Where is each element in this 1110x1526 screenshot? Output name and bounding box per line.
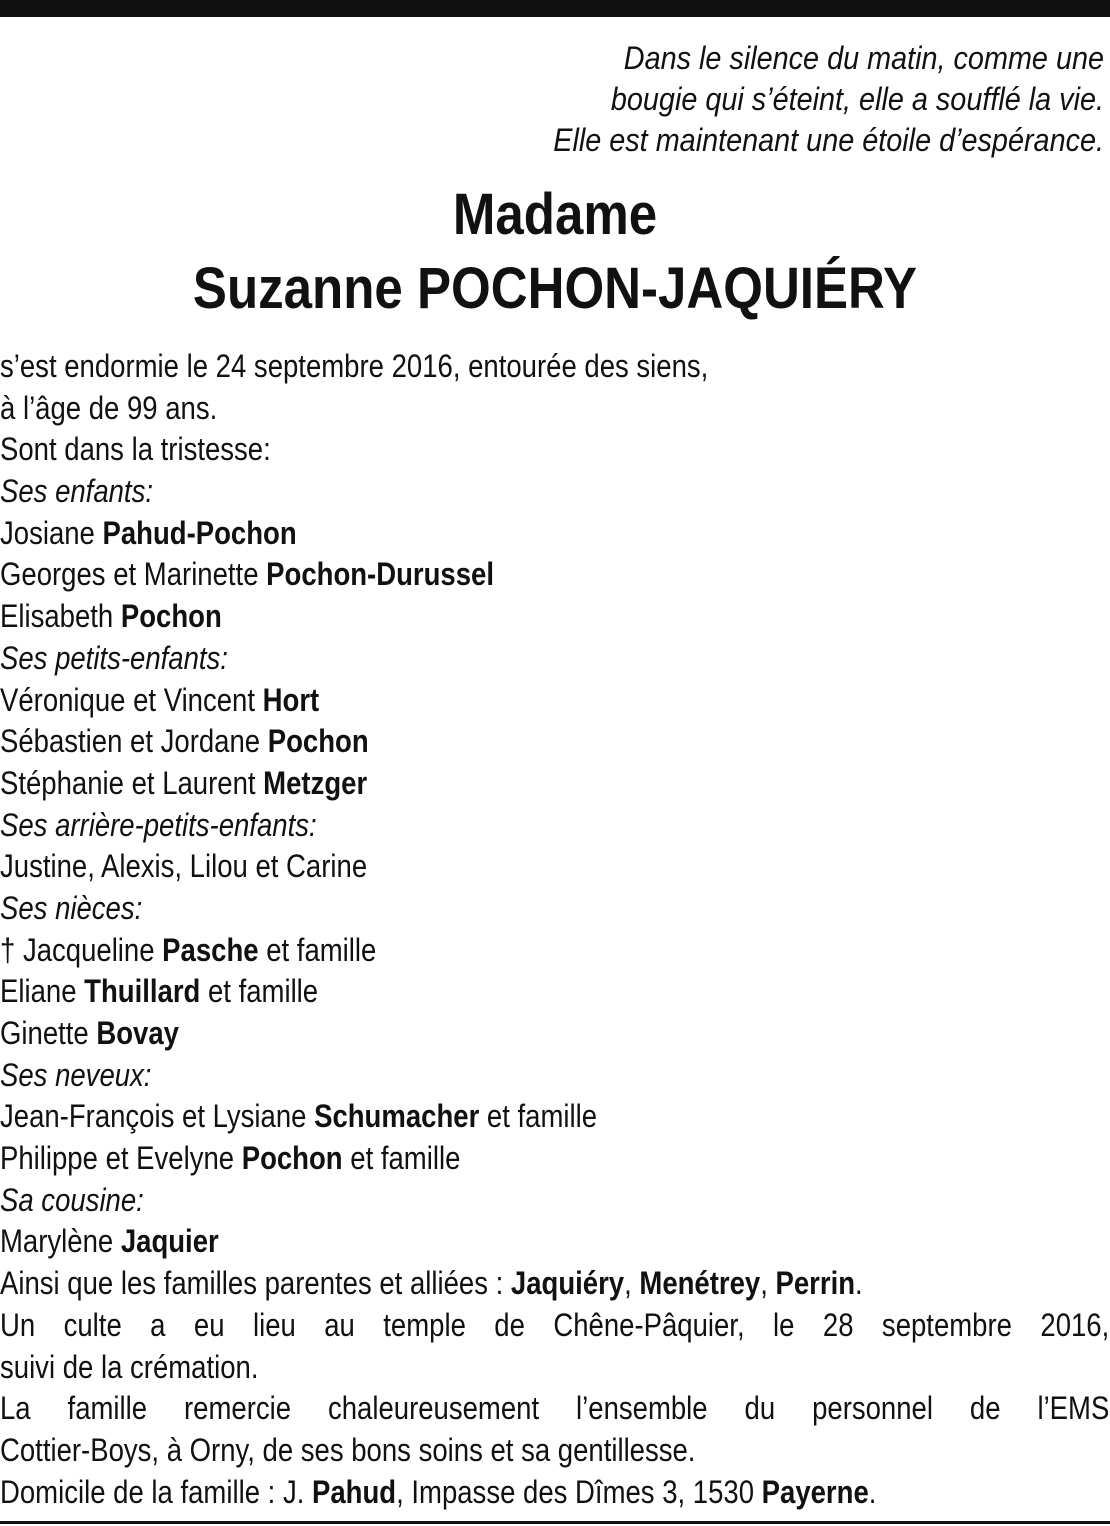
section-heading-nephews: Ses neveux: [0, 1056, 152, 1093]
justified-word: septembre [881, 1306, 1012, 1343]
bottom-rule [0, 1521, 1110, 1524]
notice-body [0, 346, 1110, 1513]
justified-word: Chêne-Pâquier, [553, 1306, 745, 1343]
mourner-row: Justine, Alexis, Lilou et Carine [0, 848, 368, 885]
justified-word: du [744, 1390, 776, 1427]
epigraph-line: bougie qui s’éteint, elle a soufflé la vie. [610, 81, 1104, 117]
section-heading-cousin: Sa cousine: [0, 1181, 144, 1218]
mourner-row: Georges et Marinette Pochon-Durussel [0, 556, 494, 593]
justified-word: 28 [822, 1306, 854, 1343]
intro-line: à l’âge de 99 ans. [0, 389, 218, 426]
intro-line: Sont dans la tristesse: [0, 431, 271, 468]
intro-line: s’est endormie le 24 septembre 2016, entourée des siens, [0, 348, 709, 384]
mourner-row: Jean-François et Lysiane Schumacher et famille [0, 1098, 598, 1135]
top-rule [0, 0, 1110, 17]
mourner-row: Véronique et Vincent Hort [0, 681, 320, 718]
address-line: Domicile de la famille : J. Pahud, Impasse des Dîmes 3, 1530 Payerne. [0, 1473, 877, 1510]
justified-word: a [150, 1306, 166, 1343]
justified-word: remercie [184, 1390, 292, 1427]
justified-word: au [324, 1306, 355, 1343]
mourner-row: Elisabeth Pochon [0, 598, 222, 635]
deceased-name: Suzanne POCHON-JAQUIÉRY [192, 256, 918, 321]
section-heading-nieces: Ses nièces: [0, 889, 143, 926]
mourner-row: Philippe et Evelyne Pochon et famille [0, 1140, 461, 1177]
mourner-row: Sébastien et Jordane Pochon [0, 723, 369, 760]
thanks-line: Cottier-Boys, à Orny, de ses bons soins et sa gentillesse. [0, 1431, 696, 1468]
ceremony-line [0, 1305, 1110, 1347]
section-heading-children: Ses enfants: [0, 473, 153, 510]
mourner-row: † Jacqueline Pasche et famille [0, 931, 377, 968]
justified-word: culte [63, 1306, 122, 1343]
justified-word: 2016, [1040, 1306, 1110, 1343]
epigraph [420, 38, 1104, 161]
section-heading-grandchildren: Ses petits-enfants: [0, 639, 228, 676]
justified-word: l’EMS [1037, 1390, 1110, 1427]
mourner-row: Ginette Bovay [0, 1015, 179, 1051]
mourner-row: Marylène Jaquier [0, 1223, 219, 1260]
justified-word: de [969, 1390, 1001, 1427]
justified-word: La [0, 1390, 31, 1427]
epigraph-line: Elle est maintenant une étoile d’espérance. [553, 122, 1104, 158]
justified-word: eu [193, 1306, 225, 1343]
justified-word: Un [0, 1306, 36, 1343]
mourner-row: Eliane Thuillard et famille [0, 973, 319, 1010]
justified-word: le [773, 1306, 795, 1343]
honorific: Madame [452, 182, 658, 247]
justified-word: temple [383, 1306, 466, 1343]
mourner-row: Stéphanie et Laurent Metzger [0, 764, 368, 801]
justified-word: famille [67, 1390, 148, 1427]
justified-word: l’ensemble [576, 1390, 708, 1427]
mourner-row: Josiane Pahud-Pochon [0, 514, 297, 551]
thanks-line [0, 1388, 1110, 1430]
epigraph-line: Dans le silence du matin, comme une [623, 40, 1104, 76]
section-heading-great-grandchildren: Ses arrière-petits-enfants: [0, 806, 317, 843]
justified-word: personnel [812, 1390, 933, 1427]
justified-word: de [494, 1306, 525, 1343]
ceremony-line: suivi de la crémation. [0, 1348, 259, 1385]
justified-word: lieu [252, 1306, 296, 1343]
justified-word: chaleureusement [327, 1390, 540, 1427]
related-families-line: Ainsi que les familles parentes et alliées : Jaquiéry, Menétrey, Perrin. [0, 1265, 863, 1302]
deceased-name-block [0, 178, 1110, 326]
